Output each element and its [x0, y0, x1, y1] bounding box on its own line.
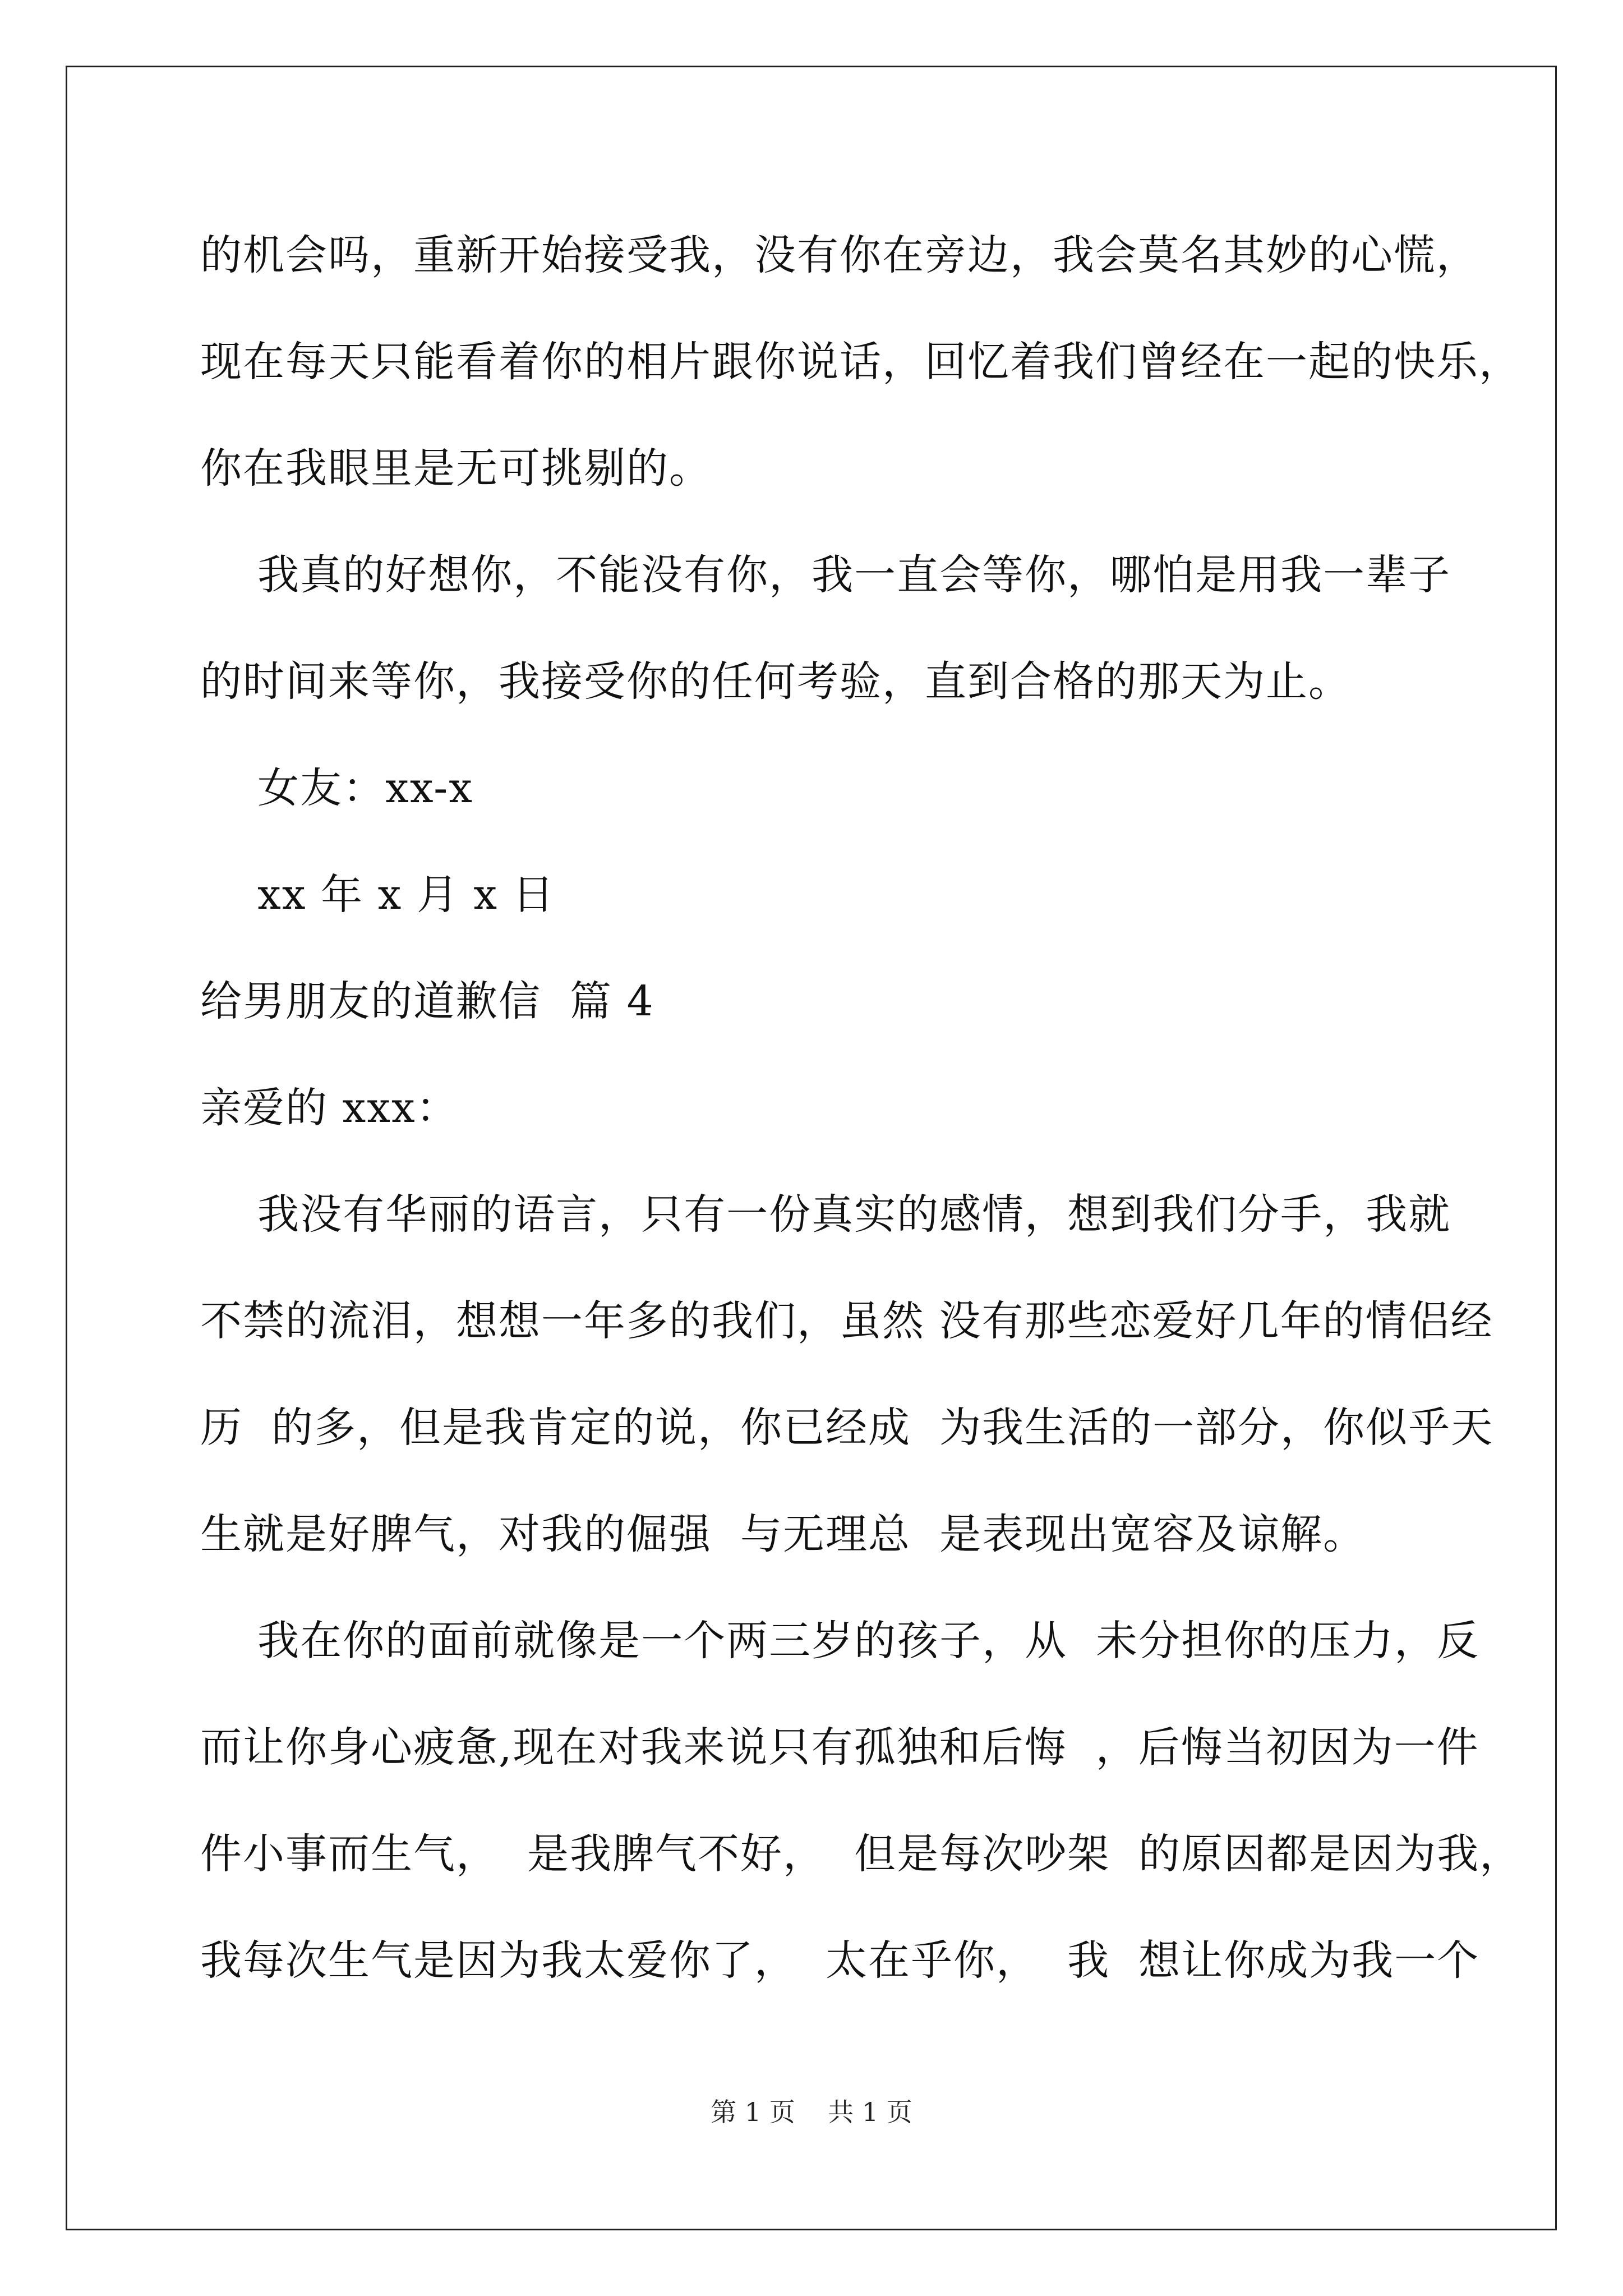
page-number-footer: 第 1 页 共 1 页 [711, 2097, 912, 2127]
text-line: 历 的多，但是我肯定的说，你已经成 为我生活的一部分，你似乎天 [200, 1404, 1494, 1452]
date-line: xx 年 x 月 x 日 [200, 871, 555, 919]
text-line: 而让你身心疲惫,现在对我来说只有孤独和后悔 ，后悔当初因为一件 [200, 1723, 1479, 1772]
text-line: 的机会吗，重新开始接受我，没有你在旁边，我会莫名其妙的心慌， [200, 231, 1479, 279]
text-line: 现在每天只能看着你的相片跟你说话，回忆着我们曾经在一起的快乐， [200, 338, 1521, 386]
signature-line: 女友：xx-x [200, 764, 473, 812]
text-line: 我每次生气是因为我太爱你了， 太在乎你， 我 想让你成为我一个 [200, 1936, 1480, 1985]
section-heading: 给男朋友的道歉信 篇 4 [200, 977, 654, 1025]
document-body [200, 202, 1523, 2014]
text-line: 我没有华丽的语言，只有一份真实的感情，想到我们分手，我就 [200, 1190, 1451, 1239]
text-line: 我在你的面前就像是一个两三岁的孩子，从 未分担你的压力，反 [200, 1617, 1480, 1665]
text-line: 你在我眼里是无可挑剔的。 [200, 444, 712, 493]
text-line: 我真的好想你，不能没有你，我一直会等你，哪怕是用我一辈子 [200, 551, 1451, 599]
text-line: 不禁的流泪，想想一年多的我们，虽然 没有那些恋爱好几年的情侣经 [200, 1297, 1493, 1345]
salutation: 亲爱的 xxx： [200, 1084, 459, 1132]
text-line: 的时间来等你，我接受你的任何考验，直到合格的那天为止。 [200, 657, 1351, 706]
text-line: 生就是好脾气，对我的倔强 与无理总 是表现出宽容及谅解。 [200, 1510, 1366, 1558]
text-line: 件小事而生气， 是我脾气不好， 但是每次吵架 的原因都是因为我， [200, 1830, 1523, 1878]
